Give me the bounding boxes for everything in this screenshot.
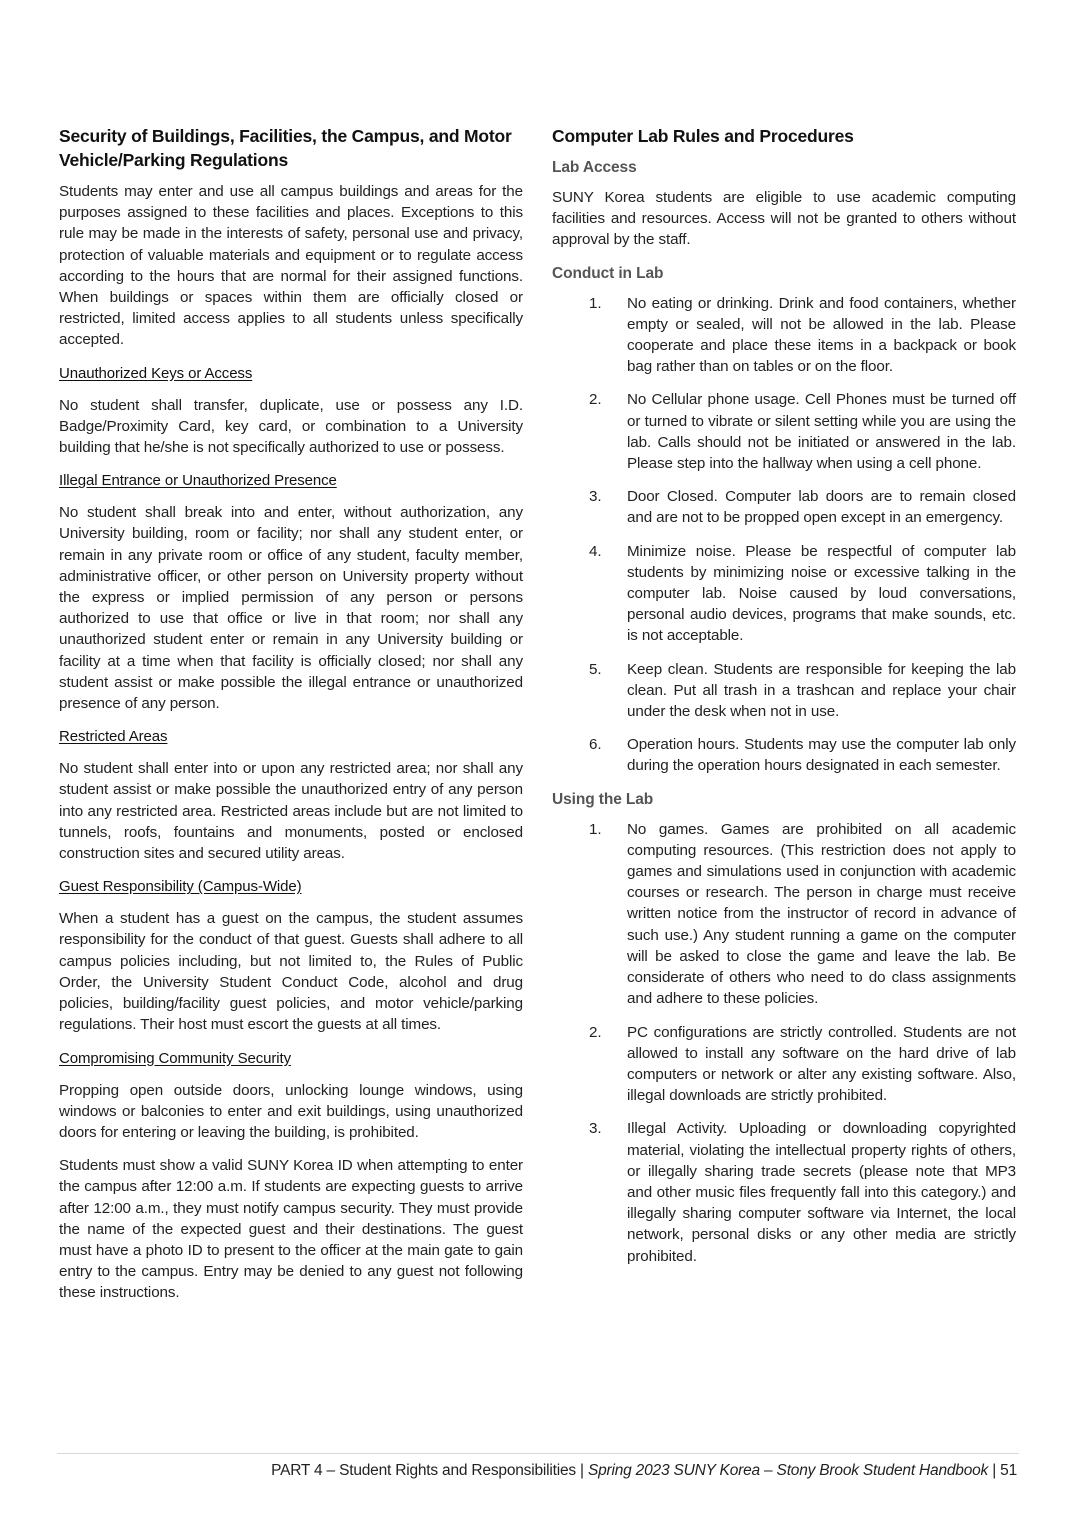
paragraph: No student shall break into and enter, without authorization, any University building, room or facility; nor shall any student enter, or remain in any private room or office of any student, faculty member, administrative officer, or other person on University property without the express or implied permission of any person or persons authorized to use that office or live in that room; nor shall any unauthorized student enter or remain in any University building or facility at a time when that facility is officially closed; nor shall any student assist or make possible the illegal entrance or unauthorized presence of any person. (59, 504, 523, 713)
paragraph: No student shall enter into or upon any restricted area; nor shall any student assist or make possible the unauthorized entry of any person into any restricted area. Restricted areas include but are not limited to tunnels, roofs, fountains and monuments, posted or enclosed construction sites and secured utility areas. (59, 760, 523, 863)
list-item (552, 734, 1016, 776)
subheading-unauthorized-keys: Unauthorized Keys or Access (59, 364, 253, 382)
list-text: No Cellular phone usage. Cell Phones must be turned off or turned to vibrate or silent setting while you are using the lab. Calls should not be initiated or answered in the lab. Please step into the hallway when using a cell phone. (627, 391, 1016, 473)
list-text: Keep clean. Students are responsible for keeping the lab clean. Put all trash in a trashcan and replace your chair under the desk when not in use. (627, 660, 1016, 721)
list-number: 4. (589, 542, 602, 560)
subheading-conduct-in-lab: Conduct in Lab (552, 264, 664, 282)
footer-handbook-title: Spring 2023 SUNY Korea – Stony Brook Student Handbook (587, 1462, 989, 1479)
list-number: 5. (589, 660, 602, 678)
list-number: 2. (589, 1023, 602, 1041)
list-item (552, 659, 1016, 723)
paragraph: Students must show a valid SUNY Korea ID when attempting to enter the campus after 12:00 a.m. If students are expecting guests to arrive after 12:00 a.m., they must notify campus security. They must provide the name of the expected guest and their destinations. The guest must have a photo ID to present to the officer at the main gate to gain entry to the campus. Entry may be denied to any guest not following these instructions. (59, 1157, 523, 1302)
footer-separator: | (575, 1462, 588, 1479)
list-number: 3. (589, 488, 602, 506)
conduct-list (552, 293, 1016, 777)
footer-separator: | (988, 1462, 1001, 1479)
list-item (552, 486, 1016, 528)
list-number: 6. (589, 736, 602, 754)
list-text: No games. Games are prohibited on all academic computing resources. (This restriction does not apply to games and simulations used in conjunction with academic courses or research. The person in charge must receive written notice from the instructor of record in advance of such use.) Any student running a game on the computer will be asked to close the game and leave the lab. Be considerate of others who need to do class assignments and adhere to these policies. (627, 820, 1016, 1008)
paragraph: SUNY Korea students are eligible to use academic computing facilities and resources. Access will not be granted to others without approval by the staff. (552, 189, 1016, 249)
footer-divider (57, 1453, 1019, 1454)
list-item (552, 819, 1016, 1010)
list-number: 2. (589, 391, 602, 409)
page-footer (271, 1461, 1017, 1481)
list-text: No eating or drinking. Drink and food containers, whether empty or sealed, will not be allowed in the lab. Please cooperate and place these items in a backpack or book bag rather than on tables or on the floor. (627, 294, 1016, 376)
left-column (59, 124, 523, 1316)
right-column (552, 124, 1016, 1279)
list-text: Illegal Activity. Uploading or downloading copyrighted material, violating the intellectual property rights of others, or illegally sharing trade secrets (please note that MP3 and other music files frequently fall into this category.) and illegally sharing computer software via Internet, the local network, personal disks or any other media are strictly prohibited. (627, 1120, 1016, 1265)
paragraph: Propping open outside doors, unlocking lounge windows, using windows or balconies to enter and exit buildings, using unauthorized doors for entering or leaving the building, is prohibited. (59, 1081, 523, 1141)
using-list (552, 819, 1016, 1267)
paragraph: No student shall transfer, duplicate, use or possess any I.D. Badge/Proximity Card, key card, or combination to a University building that he/she is not specifically authorized to use or possess. (59, 396, 523, 457)
subheading-using-the-lab: Using the Lab (552, 790, 654, 808)
subheading-guest-responsibility: Guest Responsibility (Campus-Wide) (59, 878, 302, 896)
section-title-security: Security of Buildings, Facilities, the Campus, and Motor Vehicle/Parking Regulations (59, 126, 512, 170)
list-text: Minimize noise. Please be respectful of computer lab students by minimizing noise or excessive talking in the computer lab. Noise caused by loud conversations, personal audio devices, programs that make sounds, etc. is not acceptable. (627, 542, 1016, 645)
section-title-computer-lab: Computer Lab Rules and Procedures (552, 126, 854, 146)
paragraph: When a student has a guest on the campus, the student assumes responsibility for the conduct of that guest. Guests shall adhere to all campus policies including, but not limited to, the Rules of Public Order, the University Student Conduct Code, alcohol and drug policies, building/facility guest policies, and motor vehicle/parking regulations. Their host must escort the guests at all times. (59, 910, 523, 1034)
page-number: 51 (1000, 1462, 1017, 1479)
subheading-lab-access: Lab Access (552, 159, 637, 176)
list-text: Door Closed. Computer lab doors are to remain closed and are not to be propped open except in an emergency. (627, 488, 1016, 527)
intro-paragraph: Students may enter and use all campus buildings and areas for the purposes assigned to these facilities and places. Exceptions to this rule may be made in the interests of safety, personal use and privacy, protection of valuable materials and equipment or to regulate access according to the hours that are normal for their assigned functions. When buildings or spaces within them are officially closed or restricted, limited access applies to all students unless specifically accepted. (59, 183, 523, 349)
list-number: 1. (589, 294, 602, 312)
list-text: PC configurations are strictly controlled. Students are not allowed to install any software on the hard drive of lab computers or network or alter any existing software. Also, illegal downloads are strictly prohibited. (627, 1023, 1016, 1105)
list-item (552, 389, 1016, 474)
footer-part: PART 4 – Student Rights and Responsibilities (271, 1462, 576, 1479)
subheading-restricted-areas: Restricted Areas (59, 728, 168, 746)
list-item (552, 1022, 1016, 1107)
list-text: Operation hours. Students may use the computer lab only during the operation hours designated in each semester. (627, 736, 1016, 775)
list-number: 3. (589, 1120, 602, 1138)
list-item (552, 1118, 1016, 1266)
list-item (552, 541, 1016, 647)
subheading-community-security: Compromising Community Security (59, 1049, 291, 1067)
subheading-illegal-entrance: Illegal Entrance or Unauthorized Presence (59, 472, 337, 490)
list-number: 1. (589, 820, 602, 838)
list-item (552, 293, 1016, 378)
